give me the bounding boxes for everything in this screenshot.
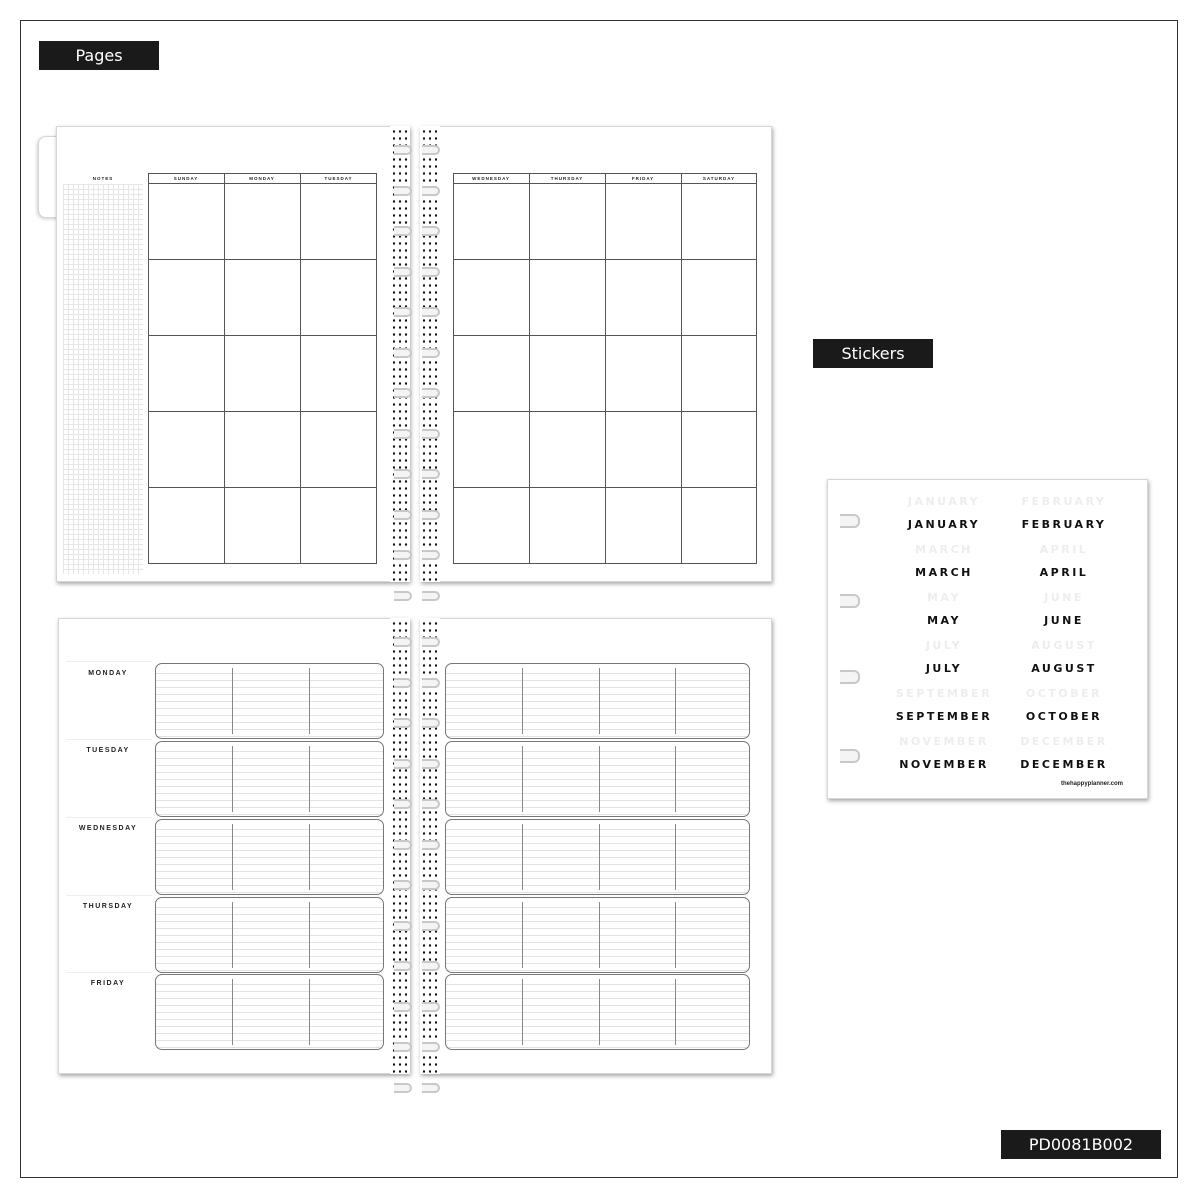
weekday-label-monday: MONDAY [88,670,128,677]
monthly-col-line [300,173,301,564]
stickers-label [813,339,933,368]
weekly-right-box [445,741,750,817]
binder-ring [394,145,412,155]
weekly-left-box [155,974,384,1050]
binder-ring [394,961,412,971]
sticker-month: APRIL [1039,566,1089,579]
sticker-month-ghost: MAY [927,591,961,604]
binder-ring [394,388,412,398]
binder-ring [394,591,412,601]
binder-ring [394,429,412,439]
weekday-label-tuesday: TUESDAY [86,747,130,754]
monthly-row-line [148,487,377,488]
monthly-col-line [605,173,606,564]
weekly-col-divider [309,902,310,968]
monthly-col-line [224,173,225,564]
sticker-month: DECEMBER [1020,758,1108,771]
binder-ring [422,510,440,520]
binder-ring [422,1002,440,1012]
binder-ring [394,759,412,769]
weekly-col-divider [599,824,600,890]
sticker-month: OCTOBER [1025,710,1103,723]
sticker-ring [840,594,860,608]
sticker-month: JANUARY [907,518,981,531]
binder-ring [394,799,412,809]
weekly-col-divider [675,668,676,734]
binder-ring [394,1002,412,1012]
sticker-month-ghost: MARCH [915,543,973,556]
weekday-label-wednesday: WEDNESDAY [78,825,138,832]
sticker-ring [840,670,860,684]
binder-ring [394,840,412,850]
binder-ring [422,678,440,688]
monthly-row-line [148,335,377,336]
notes-grid [63,184,143,574]
binder-ring [422,145,440,155]
sticker-month-ghost: NOVEMBER [899,735,989,748]
weekly-col-divider [599,668,600,734]
weekday-separator [66,739,152,740]
binder-ring [394,637,412,647]
binder-ring [394,267,412,277]
sticker-ring [840,514,860,528]
weekly-col-divider [599,746,600,812]
binder-ring [394,880,412,890]
monthly-col-line [529,173,530,564]
binder-ring [422,1083,440,1093]
sticker-month-ghost: AUGUST [1031,639,1097,652]
weekday-separator [66,661,152,662]
weekday-separator [66,972,152,973]
weekly-col-divider [232,902,233,968]
monthly-right-page [420,126,772,582]
day-header-wednesday: WEDNESDAY [472,176,510,181]
day-header-monday: MONDAY [249,176,275,181]
weekly-col-divider [522,824,523,890]
binder-ring [422,591,440,601]
sticker-month-ghost: JUNE [1044,591,1084,604]
sticker-month-ghost: FEBRUARY [1021,495,1107,508]
binder-ring [394,348,412,358]
sticker-month: JUNE [1044,614,1084,627]
sticker-month: SEPTEMBER [895,710,993,723]
sticker-month-ghost: JANUARY [907,495,981,508]
binder-ring [422,1042,440,1052]
binder-ring [394,921,412,931]
binder-ring [422,388,440,398]
binder-ring [422,921,440,931]
notes-header: NOTES [92,176,114,181]
sticker-month: NOVEMBER [899,758,989,771]
weekly-col-divider [309,668,310,734]
binder-ring [422,880,440,890]
weekly-col-divider [232,824,233,890]
weekly-col-divider [522,902,523,968]
binder-ring [422,961,440,971]
sticker-sheet [827,479,1148,799]
product-code-text: PD0081B002 [1028,1135,1134,1154]
monthly-row-line [148,259,377,260]
weekly-col-divider [599,902,600,968]
weekly-left-box [155,663,384,739]
weekly-col-divider [675,979,676,1045]
sticker-month-ghost: OCTOBER [1025,687,1103,700]
binder-ring [394,1042,412,1052]
monthly-left-grid [148,173,377,564]
sticker-ring [840,749,860,763]
weekly-col-divider [675,902,676,968]
day-header-thursday: THURSDAY [550,176,584,181]
weekly-left-box [155,819,384,895]
sticker-month: MARCH [915,566,973,579]
weekly-col-divider [309,746,310,812]
weekly-left-box [155,741,384,817]
weekday-separator [66,895,152,896]
monthly-header-line [148,183,377,184]
binder-ring [394,186,412,196]
sticker-month-ghost: APRIL [1039,543,1089,556]
weekday-label-friday: FRIDAY [90,980,126,987]
binder-ring [394,718,412,728]
binder-ring [422,759,440,769]
sticker-month-ghost: JULY [925,639,963,652]
weekly-col-divider [675,746,676,812]
binder-ring [422,840,440,850]
monthly-row-line [148,411,377,412]
weekly-right-box [445,663,750,739]
sticker-month: FEBRUARY [1021,518,1107,531]
binder-ring [394,226,412,236]
weekly-left-box [155,897,384,973]
pages-label [39,41,159,70]
binder-ring [422,469,440,479]
pages-label-text: Pages [75,46,123,65]
binder-ring [394,307,412,317]
weekly-col-divider [522,979,523,1045]
weekly-right-box [445,819,750,895]
weekday-label-thursday: THURSDAY [82,903,134,910]
binder-ring [422,307,440,317]
weekly-col-divider [232,979,233,1045]
day-header-tuesday: TUESDAY [324,176,353,181]
binder-ring [394,550,412,560]
sticker-month: AUGUST [1031,662,1097,675]
sticker-month-ghost: DECEMBER [1020,735,1108,748]
stickers-label-text: Stickers [841,344,905,363]
sticker-month-ghost: SEPTEMBER [895,687,993,700]
weekly-col-divider [309,824,310,890]
binder-ring [422,186,440,196]
sticker-month: JULY [925,662,963,675]
binder-ring [422,799,440,809]
sticker-month: MAY [927,614,961,627]
binder-ring [394,678,412,688]
binder-ring [422,718,440,728]
binder-ring [394,469,412,479]
day-header-friday: FRIDAY [631,176,655,181]
binder-ring [394,510,412,520]
weekly-col-divider [675,824,676,890]
binder-ring [422,550,440,560]
binder-ring [422,226,440,236]
weekly-col-divider [522,668,523,734]
day-header-sunday: SUNDAY [173,176,199,181]
weekly-col-divider [232,746,233,812]
weekday-separator [66,817,152,818]
binder-ring [422,267,440,277]
monthly-left-page [56,126,410,582]
brand-url: thehappyplanner.com [1060,781,1123,787]
product-code-label [1001,1130,1161,1159]
monthly-col-line [681,173,682,564]
binder-ring [394,1083,412,1093]
weekly-col-divider [232,668,233,734]
binder-ring [422,429,440,439]
weekly-right-box [445,974,750,1050]
day-header-saturday: SATURDAY [702,176,736,181]
weekly-right-box [445,897,750,973]
weekly-col-divider [599,979,600,1045]
binder-ring [422,348,440,358]
weekly-col-divider [522,746,523,812]
binder-ring [422,637,440,647]
weekly-col-divider [309,979,310,1045]
